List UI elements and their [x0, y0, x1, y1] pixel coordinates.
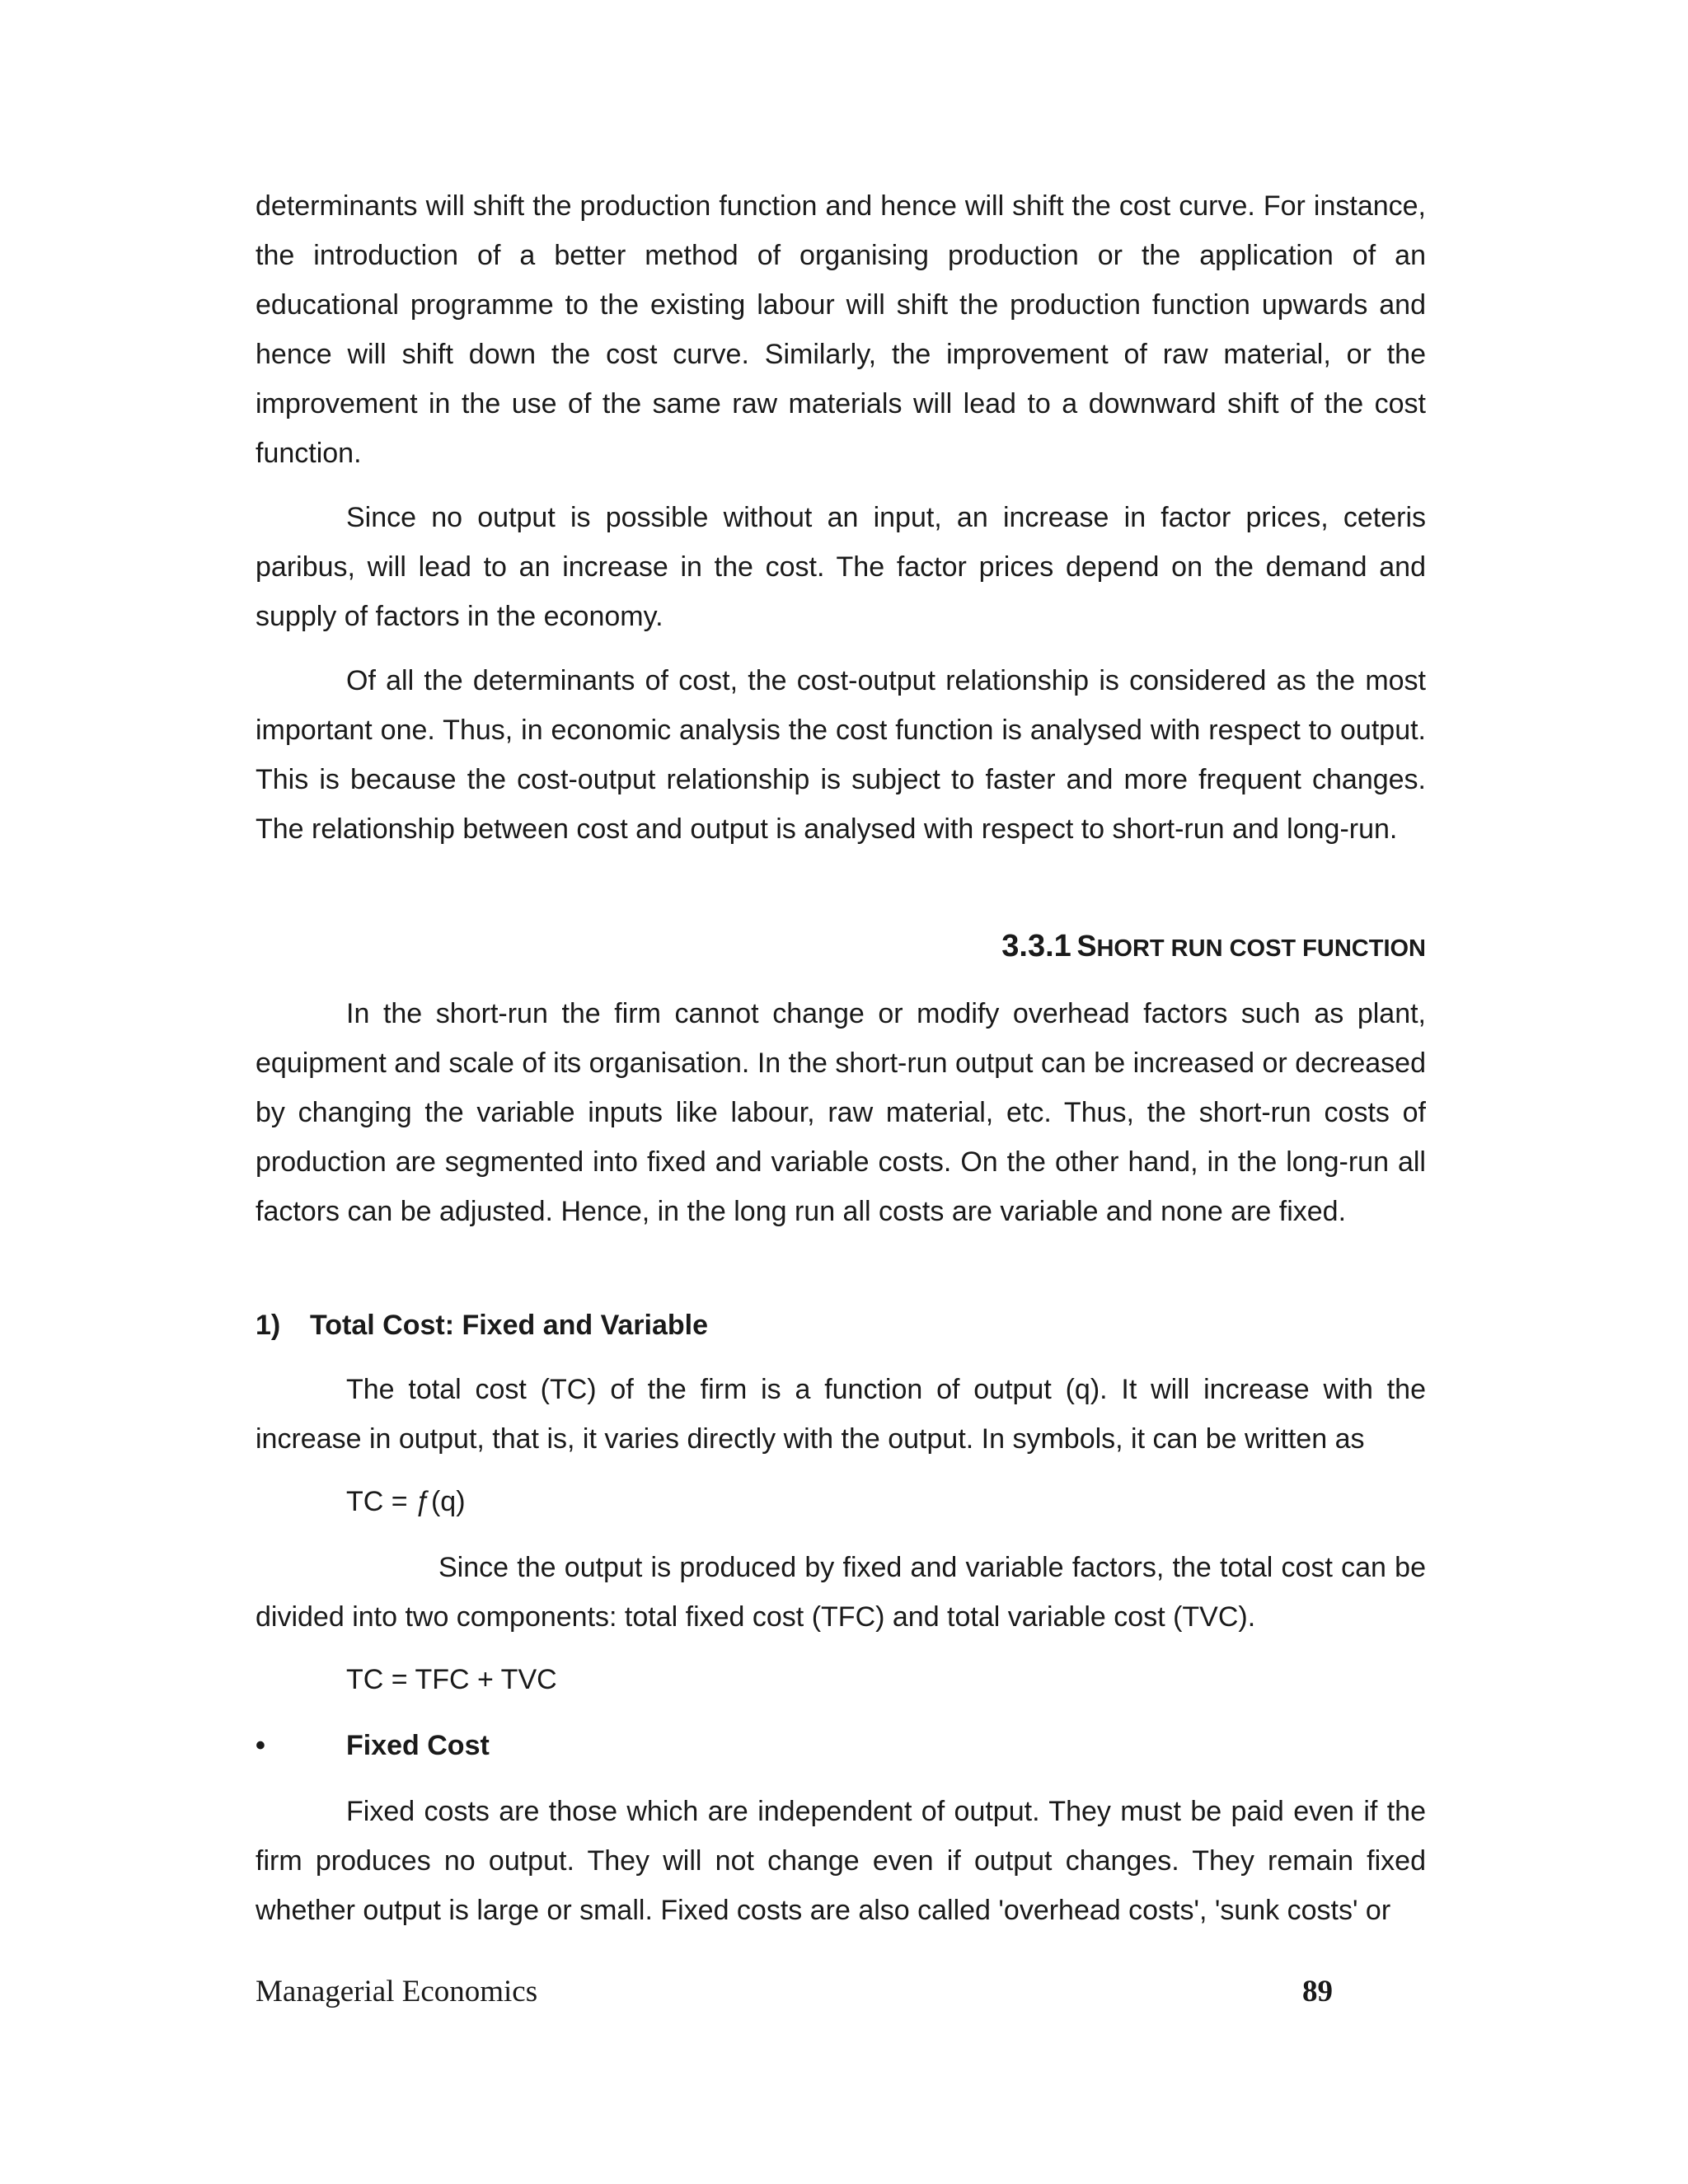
paragraph-cost-output: Of all the determinants of cost, the cost-output relationship is considered as the most important one. Thus, in economic analysis the cost function is analysed with respect to output. This is because the cost-output relationship is subject to faster and more frequent changes. The relationship between cost and output is analysed with respect to short-run and long-run. [256, 665, 1426, 845]
bullet-icon: • [256, 1730, 265, 1761]
footer-page-number: 89 [1302, 1975, 1333, 2008]
section-title-rest: HORT RUN COST FUNCTION [1096, 935, 1426, 962]
section-number: 3.3.1 [1001, 929, 1071, 963]
paragraph-total-cost: The total cost (TC) of the firm is a function of output (q). It will increase with the increase in output, that is, it varies directly with the output. In symbols, it can be written as [256, 1374, 1426, 1455]
list-heading-text: Total Cost: Fixed and Variable [310, 1310, 709, 1341]
footer-book-title: Managerial Economics [256, 1975, 538, 2008]
paragraph-components: Since the output is produced by fixed and variable factors, the total cost can be divided into two components: total fixed cost (TFC) and total variable cost (TVC). [256, 1552, 1426, 1633]
formula-tc-function: TC = ƒ(q) [346, 1486, 466, 1517]
section-title-initial: S [1076, 929, 1097, 963]
paragraph-fixed-costs: Fixed costs are those which are independent of output. They must be paid even if the firm produces no output. They will not change even if output changes. They remain fixed whether output is large or small. Fixed costs are also called 'overhead costs', 'sunk costs' or [256, 1796, 1426, 1926]
section-heading [256, 921, 1426, 975]
paragraph-determinants: determinants will shift the production function and hence will shift the cost curve. For instance, the introduction of a better method of organising production or the application of an educational programme to the existing labour will shift the production function upwards and hence will shift down the cost curve. Similarly, the improvement of raw material, or the improvement in the use of the same raw materials will lead to a downward shift of the cost function. [256, 190, 1426, 469]
paragraph-factor-prices: Since no output is possible without an input, an increase in factor prices, ceteris paribus, will lead to an increase in the cost. The factor prices depend on the demand and supply of factors in the economy. [256, 502, 1426, 632]
list-marker: 1) [256, 1310, 281, 1341]
bullet-heading-text: Fixed Cost [346, 1730, 490, 1761]
list-heading-total-cost [256, 1301, 708, 1350]
bullet-heading-fixed-cost [256, 1721, 490, 1770]
formula-tc-sum: TC = TFC + TVC [346, 1664, 557, 1695]
paragraph-short-run: In the short-run the firm cannot change or modify overhead factors such as plant, equipment and scale of its organisation. In the short-run output can be increased or decreased by changing the variable inputs like labour, raw material, etc. Thus, the short-run costs of production are segmented into fixed and variable costs. On the other hand, in the long-run all factors can be adjusted. Hence, in the long run all costs are variable and none are fixed. [256, 998, 1426, 1227]
